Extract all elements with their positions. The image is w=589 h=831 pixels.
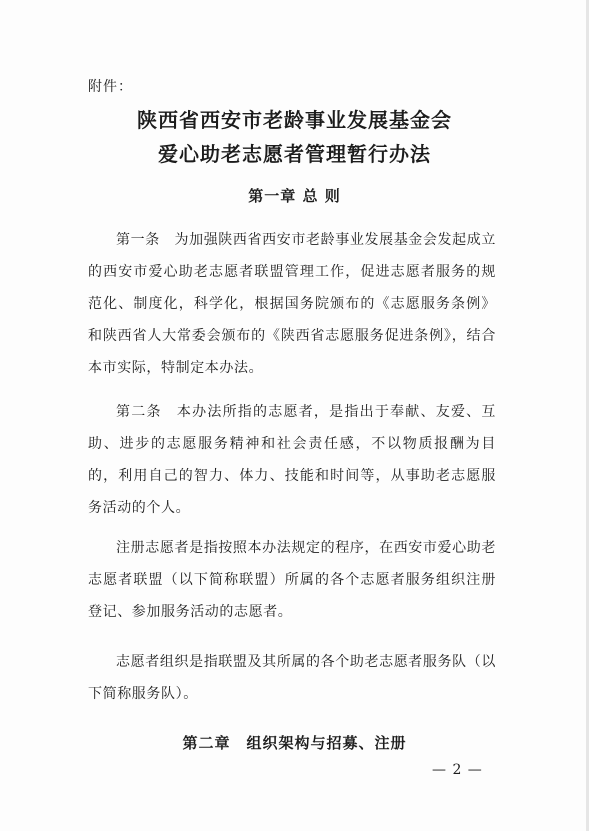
page-number: — 2 — — [432, 762, 483, 778]
paragraph-registered-volunteer: 注册志愿者是指按照本办法规定的程序，在西安市爱心助老志愿者联盟（以下简称联盟）所属的各个志愿者服务组织注册登记、参加服务活动的志愿者。 — [88, 540, 496, 620]
chapter-heading-1: 第一章 总 则 — [248, 187, 341, 205]
attachment-label: 附件： — [88, 79, 133, 95]
document-title-line2: 爱心助老志愿者管理暂行办法 — [158, 142, 431, 166]
paragraph-article-2: 第二条 本办法所指的志愿者，是指出于奉献、友爱、互助、进步的志愿服务精神和社会责任感，不以物质报酬为目的，利用自己的智力、体力、技能和时间等，从事助老志愿服务活动的个人。 — [88, 404, 496, 516]
document-title-line1: 陕西省西安市老龄事业发展基金会 — [137, 108, 452, 132]
chapter-heading-2: 第二章 组织架构与招募、注册 — [182, 734, 407, 752]
paragraph-volunteer-organization: 志愿者组织是指联盟及其所属的各个助老志愿者服务队（以下简称服务队）。 — [88, 654, 496, 702]
paragraph-article-1: 第一条 为加强陕西省西安市老龄事业发展基金会发起成立的西安市爱心助老志愿者联盟管理工作，促进志愿者服务的规范化、制度化，科学化，根据国务院颁布的《志愿服务条例》和陕西省人大常委会颁布的《陕西省志愿服务促进条例》，结合本市实际，特制定本办法。 — [88, 232, 496, 376]
